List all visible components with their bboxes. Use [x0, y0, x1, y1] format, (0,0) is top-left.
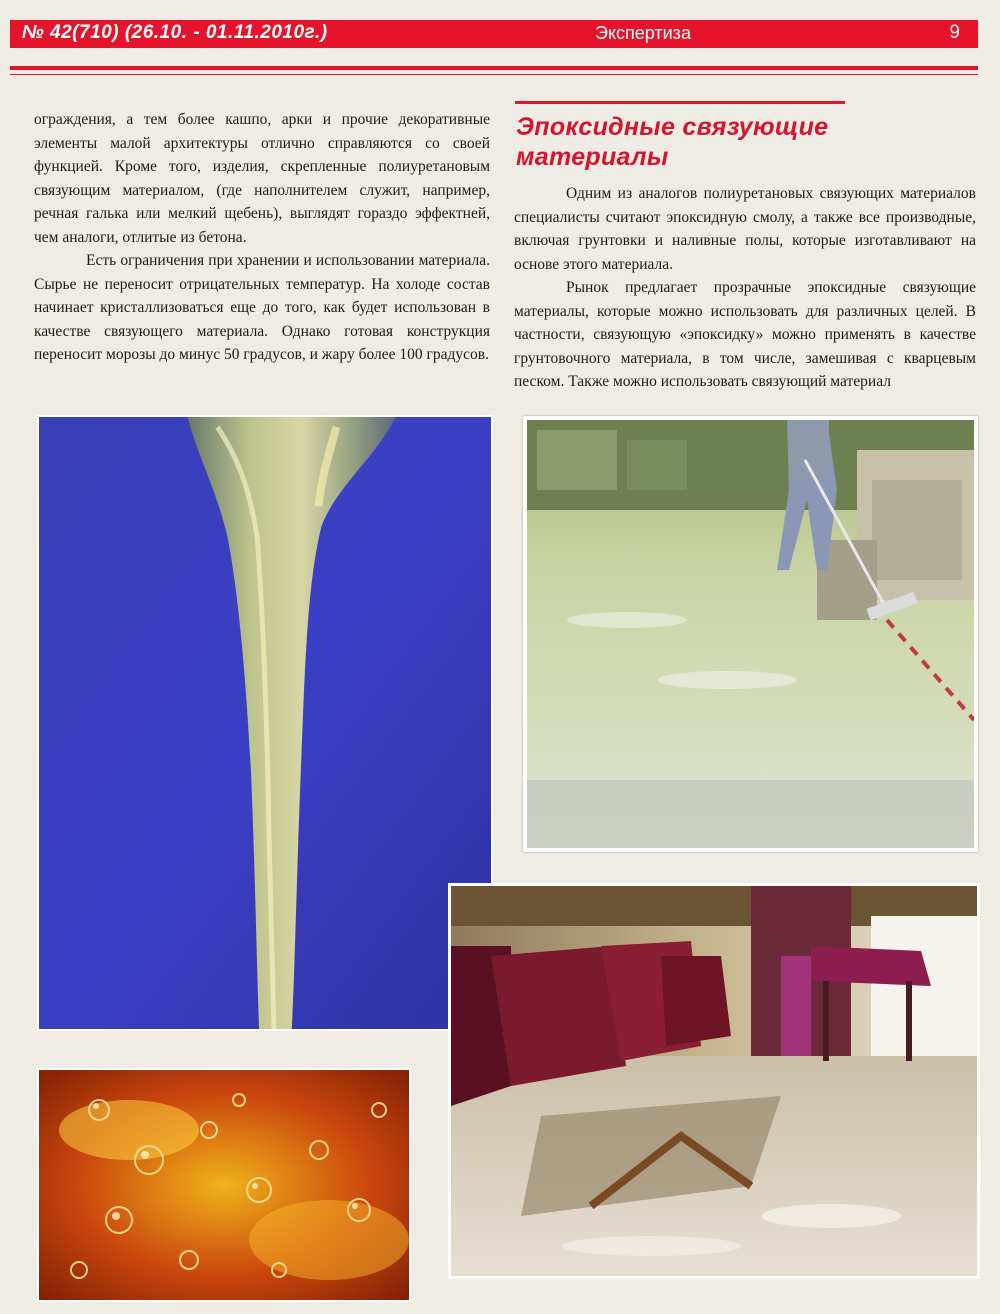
header-rule-thin: [10, 74, 978, 75]
left-paragraph-2: Есть ограничения при хранении и использовании материала. Сырье не переносит отрицательных температур. На холоде состав начинает кристаллизоваться еще до того, как будет использован в качестве связующего материала. Однако готовая конструкция переносит морозы до минус 50 градусов, и жару более 100 градусов.: [34, 252, 490, 363]
living-room-floor-photo: [448, 883, 980, 1279]
right-paragraph-2: Рынок предлагает прозрачные эпоксидные связующие материалы, которые можно использовать для различных целей. В частности, связующую «эпоксидку» можно применять в качестве грунтовочного материала, в том числе, замешивая с кварцевым песком. Также можно использовать связующий материал: [514, 279, 976, 390]
amber-resin-bubbles-photo: [37, 1068, 411, 1302]
left-text-column: [34, 108, 490, 367]
left-paragraph-1: ограждения, а тем более кашпо, арки и прочие декоративные элементы малой архитектуры отлично справляются со своей функцией. Кроме того, изделия, скрепленные полиуретановым связующим материалом, (где наполнителем служит, например, речная галька или мелкий щебень), выглядят гораздо эффектней, чем аналоги, отлитые из бетона.: [34, 111, 490, 246]
section-name: Экспертиза: [595, 23, 691, 43]
right-paragraph-1: Одним из аналогов полиуретановых связующих материалов специалисты считают эпоксидную смолу, а также все производные, включая грунтовки и наливные полы, которые изготавливают на основе этого материала.: [514, 185, 976, 273]
page-header-bar: [10, 20, 978, 48]
issue-number: № 42(710) (26.10. - 01.11.2010г.): [22, 22, 328, 43]
article-title-line-2: материалы: [516, 143, 669, 171]
article-title-line-1: Эпоксидные связующие: [516, 113, 829, 141]
resin-stream-photo: [37, 415, 493, 1031]
epoxy-floor-photo: [523, 416, 978, 852]
right-text-column: [514, 182, 976, 394]
article-title: [516, 112, 936, 172]
title-rule: [515, 101, 845, 104]
page-number: 9: [949, 22, 960, 43]
header-rule-thick: [10, 66, 978, 70]
